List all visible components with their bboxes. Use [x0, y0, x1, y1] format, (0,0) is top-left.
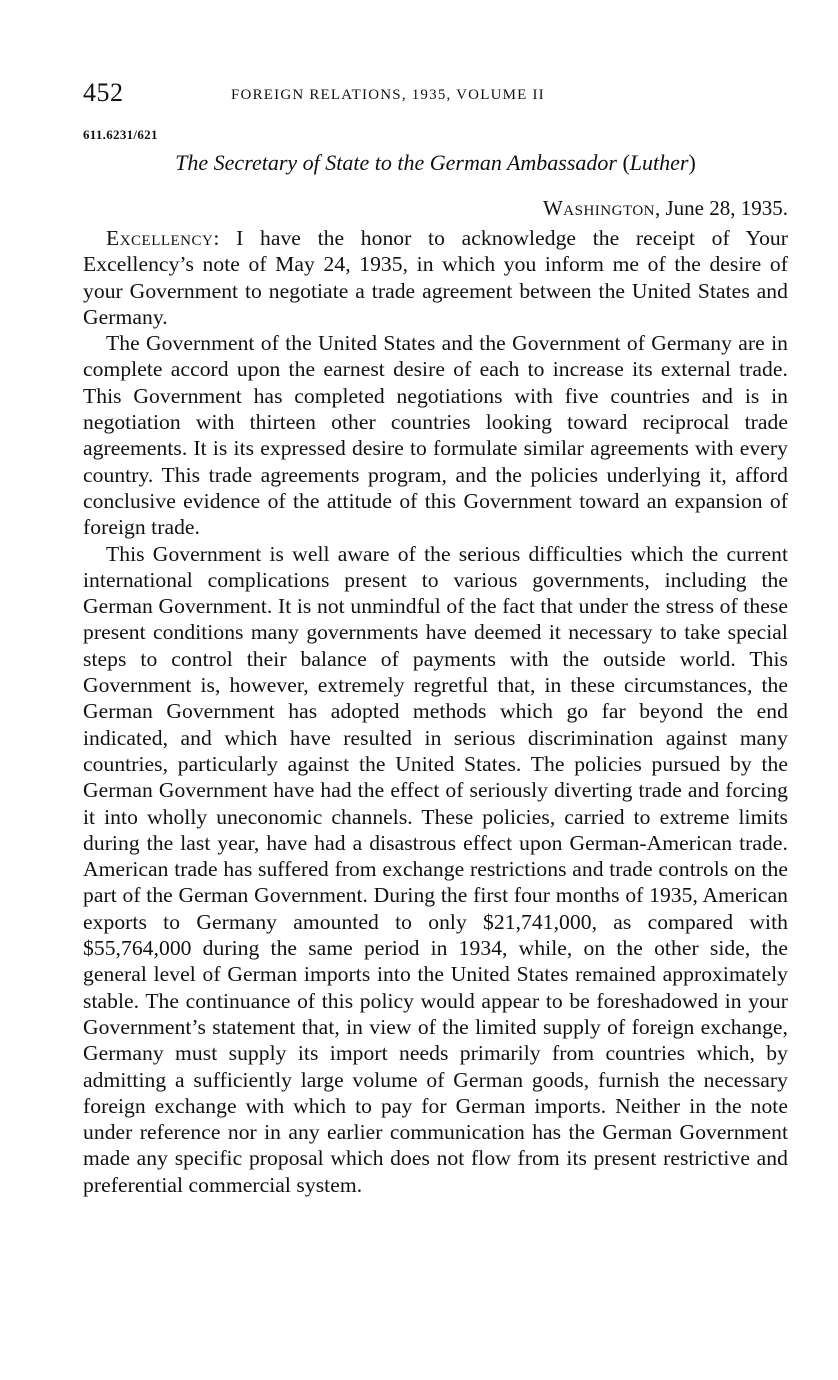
document-title-name: Luther [629, 150, 689, 175]
salutation: Excellency [106, 226, 214, 250]
file-number: 611.6231/621 [83, 127, 158, 142]
dateline-place: Washington [542, 196, 655, 220]
paragraph-1-text: I have the honor to acknowledge the receipt of Your Excellency’s note of May 24, 1935, in which you inform me of the desire of your Government to negotiate a trade agreement between the United States and Germany. [83, 226, 788, 329]
letter-body [83, 225, 788, 1198]
dateline-date: , June 28, 1935. [655, 196, 788, 220]
salutation-colon: : [213, 226, 220, 250]
document-page [83, 78, 788, 1198]
paragraph-1 [83, 225, 788, 330]
dateline [83, 195, 788, 221]
page-number: 452 [83, 78, 124, 107]
title-open-paren: ( [622, 150, 630, 175]
document-title [83, 150, 788, 176]
running-title: FOREIGN RELATIONS, 1935, VOLUME II [231, 87, 545, 103]
running-header [83, 78, 788, 114]
paragraph-2: The Government of the United States and the Government of Germany are in complete accord upon the earnest desire of each to increase its external trade. This Government has completed negotiations with five countries and is in negotiation with thirteen other countries looking toward reciprocal trade agreements. It is its expressed desire to formulate similar agreements with every country. This trade agreements program, and the policies underlying it, afford conclusive evidence of the attitude of this Government toward an expansion of foreign trade. [83, 331, 788, 540]
document-title-main: The Secretary of State to the German Ambassador [175, 150, 617, 175]
paragraph-3: This Government is well aware of the serious difficulties which the current international complications present to various governments, including the German Government. It is not unmindful of the fact that under the stress of these present conditions many governments have deemed it necessary to take special steps to control their balance of payments with the outside world. This Government is, however, extremely regretful that, in these circumstances, the German Government has adopted methods which go far beyond the end indicated, and which have resulted in serious discrimination against many countries, particularly against the United States. The policies pursued by the German Government have had the effect of seriously diverting trade and forcing it into wholly uneconomic channels. These policies, carried to extreme limits during the last year, have had a disastrous effect upon German-American trade. American trade has suffered from exchange restrictions and trade controls on the part of the German Government. During the first four months of 1935, American exports to Germany amounted to only $21,741,000, as compared with $55,764,000 during the same period in 1934, while, on the other side, the general level of German imports into the United States remained approximately stable. The continuance of this policy would appear to be foreshadowed in your Government’s statement that, in view of the limited supply of foreign exchange, Germany must supply its import needs primarily from countries which, by admitting a sufficiently large volume of German goods, furnish the necessary foreign exchange with which to pay for German imports. Neither in the note under reference nor in any earlier communication has the German Government made any specific proposal which does not flow from its present restrictive and preferential commercial system. [83, 541, 788, 1197]
title-close-paren: ) [688, 150, 696, 175]
